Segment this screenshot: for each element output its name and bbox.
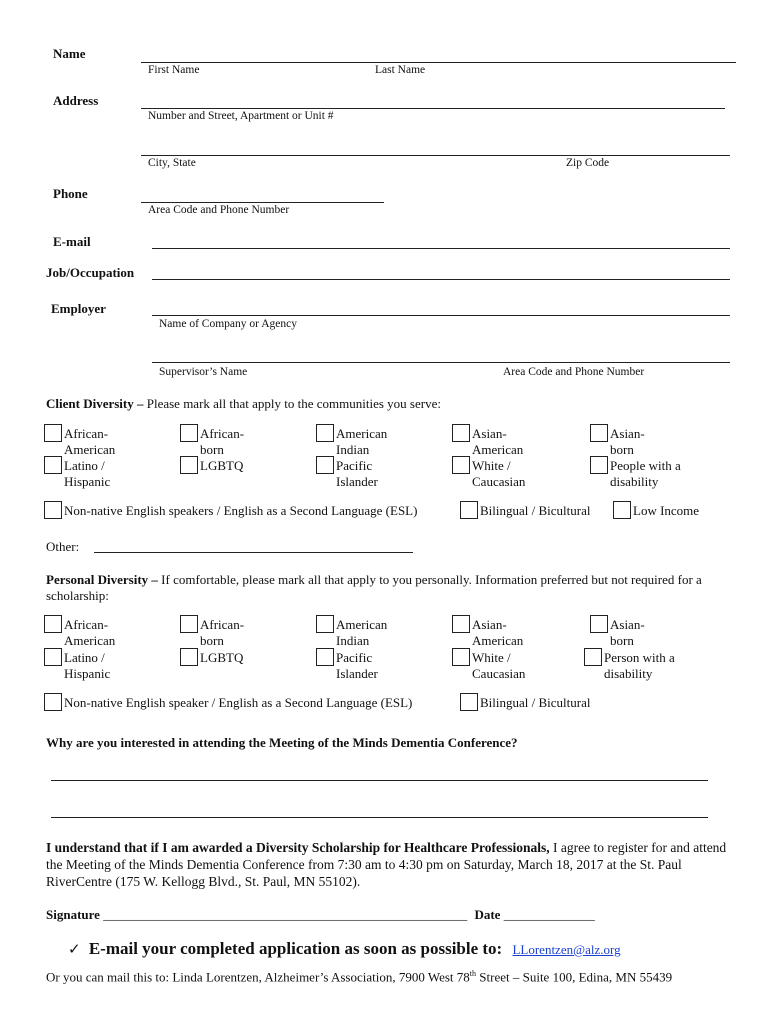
date-field[interactable]: ______________ (500, 907, 595, 922)
client-options-row-1: African-American African-born American Indian Asian-American Asian-born (0, 424, 770, 464)
checkbox[interactable] (180, 424, 198, 442)
mail-address-superscript: th (469, 969, 477, 978)
email-field-line[interactable] (152, 248, 730, 249)
employer-label: Employer (51, 301, 106, 316)
checkbox[interactable] (44, 615, 62, 633)
personal-diversity-title: Personal Diversity – (46, 572, 158, 587)
personal-options-row-3: Non-native English speaker / English as a Second Language (ESL) Bilingual / Bicultural (0, 693, 770, 733)
checkbox[interactable] (44, 648, 62, 666)
checkbox[interactable] (452, 424, 470, 442)
checkbox[interactable] (613, 501, 631, 519)
agreement-statement-bold: I understand that if I am awarded a Diversity Scholarship for Healthcare Professionals, (46, 840, 550, 855)
name-field-line[interactable] (141, 62, 736, 63)
other-field-line[interactable] (94, 552, 413, 553)
checkbox[interactable] (316, 615, 334, 633)
city-field-line[interactable] (141, 155, 730, 156)
checkbox[interactable] (590, 456, 608, 474)
mail-address-line (46, 969, 672, 985)
checkbox[interactable] (590, 424, 608, 442)
interest-question: Why are you interested in attending the Meeting of the Minds Dementia Conference? (46, 735, 518, 750)
company-caption: Name of Company or Agency (159, 318, 297, 330)
street-field-line[interactable] (141, 108, 725, 109)
checkbox[interactable] (44, 501, 62, 519)
email-instruction (68, 939, 621, 959)
supervisor-field-line[interactable] (152, 362, 730, 363)
email-instruction-text: E-mail your completed application as soon as possible to: (88, 939, 503, 958)
employer-field-line[interactable] (152, 315, 730, 316)
supervisor-phone-caption: Area Code and Phone Number (503, 366, 645, 378)
agreement-statement-text: I agree to register for and attend the Meeting of the Minds Dementia Conference from 7:30 am to 4:30 pm on Saturday, March 18, 2017 at the St. Paul RiverCentre (175 W. Kellogg Blvd., St. Paul, MN 55102). (46, 840, 727, 889)
phone-field-line[interactable] (141, 202, 384, 203)
personal-options-row-1: African-American African-born American Indian Asian-American Asian-born (0, 615, 770, 655)
date-label: Date (474, 907, 501, 922)
client-diversity-title: Client Diversity – (46, 396, 144, 411)
checkbox[interactable] (316, 456, 334, 474)
address-label: Address (53, 93, 99, 108)
client-diversity-heading (46, 396, 441, 412)
last-name-caption: Last Name (375, 64, 426, 76)
checkbox[interactable] (44, 693, 62, 711)
mail-address-suffix: Street – Suite 100, Edina, MN 55439 (476, 969, 673, 985)
email-label: E-mail (53, 234, 91, 249)
checkbox[interactable] (44, 424, 62, 442)
answer-line-2[interactable] (51, 817, 708, 818)
street-caption: Number and Street, Apartment or Unit # (148, 110, 334, 122)
client-diversity-instruction: Please mark all that apply to the communities you serve: (143, 396, 441, 411)
checkbox[interactable] (452, 648, 470, 666)
checkbox[interactable] (44, 456, 62, 474)
mail-address-prefix: Or you can mail this to: Linda Lorentzen, Alzheimer’s Association, 7900 West 78 (46, 969, 470, 985)
city-state-caption: City, State (148, 157, 196, 169)
signature-row (46, 907, 595, 923)
name-label: Name (53, 46, 86, 61)
personal-diversity-instruction: If comfortable, please mark all that apply to you personally. Information preferred but not required for a scholarship: (46, 572, 702, 603)
supervisor-caption: Supervisor’s Name (159, 366, 248, 378)
checkbox[interactable] (460, 693, 478, 711)
checkbox[interactable] (180, 648, 198, 666)
checkbox[interactable] (584, 648, 602, 666)
signature-field[interactable]: ________________________________________________________ (99, 907, 468, 922)
checkmark-icon: ✓ (68, 940, 81, 958)
phone-caption: Area Code and Phone Number (148, 204, 290, 216)
checkbox[interactable] (452, 615, 470, 633)
checkbox[interactable] (180, 456, 198, 474)
signature-label: Signature (46, 907, 100, 922)
agreement-statement (46, 839, 730, 890)
checkbox[interactable] (590, 615, 608, 633)
contact-email-link[interactable]: LLorentzen@alz.org (512, 942, 621, 957)
answer-line-1[interactable] (51, 780, 708, 781)
phone-label: Phone (53, 186, 88, 201)
checkbox[interactable] (460, 501, 478, 519)
checkbox[interactable] (316, 648, 334, 666)
personal-diversity-heading (46, 572, 736, 604)
checkbox[interactable] (180, 615, 198, 633)
other-label: Other: (46, 539, 80, 554)
job-occupation-label: Job/Occupation (46, 265, 135, 280)
personal-options-row-2: Latino / Hispanic LGBTQ Pacific Islander White / Caucasian Person with a disability (0, 648, 770, 688)
job-field-line[interactable] (152, 279, 730, 280)
zip-code-caption: Zip Code (566, 157, 610, 169)
first-name-caption: First Name (148, 64, 200, 76)
checkbox[interactable] (316, 424, 334, 442)
client-options-row-3: Non-native English speakers / English as a Second Language (ESL) Bilingual / Bicultural Low Income (0, 501, 770, 541)
client-options-row-2: Latino / Hispanic LGBTQ Pacific Islander White / Caucasian People with a disability (0, 456, 770, 496)
checkbox[interactable] (452, 456, 470, 474)
